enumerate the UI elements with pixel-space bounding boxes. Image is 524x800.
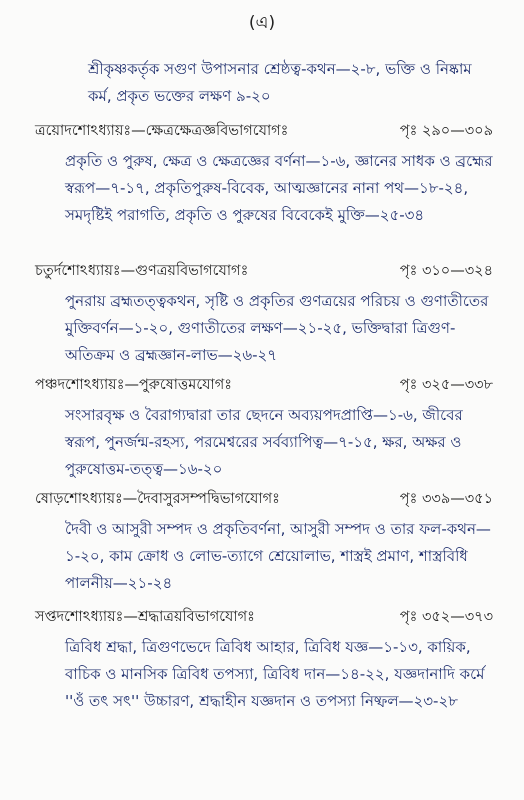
section-heading — [35, 258, 493, 284]
toc-section-17 — [35, 604, 493, 715]
section-heading — [35, 604, 493, 630]
yoga-title: —শ্রদ্ধাত্রয়বিভাগযোগঃ — [123, 609, 255, 625]
chapter-title: ত্রয়োদশোঽধ্যায়ঃ — [35, 123, 132, 139]
chapter-title: সপ্তদশোঽধ্যায়ঃ — [35, 609, 124, 625]
chapter-title: ষোড়শোঽধ্যায়ঃ — [35, 491, 123, 507]
section-summary: পুনরায় ব্রহ্মতত্ত্বকথন, সৃষ্টি ও প্রকৃতির গুণত্রয়ের পরিচয় ও গুণাতীতের মুক্তিবর্ণন—১-২০, গুণাতীতের লক্ষণ—২১-২৫, ভক্তিদ্বারা ত্রিগুণ-অতিক্রম ও ব্রহ্মজ্ঞান-লাভ—২৬-২৭ — [65, 292, 489, 364]
yoga-title: —গুণত্রয়বিভাগযোগঃ — [120, 263, 249, 279]
chapter-title: চতুর্দশোঽধ্যায়ঃ — [35, 263, 121, 279]
page-range: পৃঃ ৩২৫—৩৩৮ — [399, 377, 493, 393]
section-summary: দৈবী ও আসুরী সম্পদ ও প্রকৃতিবর্ণনা, আসুরী সম্পদ ও তার ফল-কথন—১-২০, কাম ক্রোধ ও লোভ-ত্যাগে শ্রেয়োলাভ, শাস্ত্রই প্রমাণ, শাস্ত্রবিধি পালনীয়—২১-২৪ — [65, 520, 491, 592]
toc-section-13 — [35, 118, 493, 229]
section-heading — [35, 118, 493, 144]
section-summary: প্রকৃতি ও পুরুষ, ক্ষেত্র ও ক্ষেত্রজ্ঞের বর্ণনা—১-৬, জ্ঞানের সাধক ও ব্রহ্মের স্বরূপ—৭-১৭, প্রকৃতিপুরুষ-বিবেক, আত্মজ্ঞানের নানা পথ—১৮-২৪, সমদৃষ্টিই পরাগতি, প্রকৃতি ও পুরুষের বিবেকেই মুক্তি—২৫-৩৪ — [65, 152, 493, 224]
section-heading — [35, 372, 493, 398]
page-range: পৃঃ ২৯০—৩০৯ — [399, 123, 493, 139]
yoga-title: —পুরুষোত্তমযোগঃ — [124, 377, 232, 393]
yoga-title: —দৈবাসুরসম্পদ্বিভাগযোগঃ — [122, 491, 280, 507]
chapter-title: পঞ্চদশোঽধ্যায়ঃ — [35, 377, 125, 393]
section-summary: ত্রিবিধ শ্রদ্ধা, ত্রিগুণভেদে ত্রিবিধ আহার, ত্রিবিধ যজ্ঞ—১-১৩, কায়িক, বাচিক ও মানসিক ত্রিবিধ তপস্যা, ত্রিবিধ দান—১৪-২২, যজ্ঞদানাদি কর্মে ''ওঁ তৎ সৎ'' উচ্চারণ, শ্রদ্ধাহীন যজ্ঞদান ও তপস্যা নিষ্ফল—২৩-২৮ — [65, 638, 485, 710]
section-summary: সংসারবৃক্ষ ও বৈরাগ্যদ্বারা তার ছেদনে অব্যয়পদপ্রাপ্তি—১-৬, জীবের স্বরূপ, পুনর্জন্ম-রহস্য, পরমেশ্বরের সর্বব্যাপিত্ব—৭-১৫, ক্ষর, অক্ষর ও পুরুষোত্তম-তত্ত্ব—১৬-২০ — [65, 406, 463, 478]
page-range: পৃঃ ৩৩৯—৩৫১ — [399, 491, 493, 507]
section-heading — [35, 486, 493, 512]
yoga-title: —ক্ষেত্রক্ষেত্রজ্ঞবিভাগযোগঃ — [131, 123, 289, 139]
page-range: পৃঃ ৩৫২—৩৭৩ — [399, 609, 493, 625]
toc-section-14 — [35, 258, 493, 369]
page-range: পৃঃ ৩১০—৩২৪ — [399, 263, 493, 279]
toc-section-16 — [35, 486, 493, 597]
page-marker: (এ) — [248, 13, 276, 33]
toc-section-15 — [35, 372, 493, 483]
intro-paragraph: শ্রীকৃষ্ণকর্তৃক সগুণ উপাসনার শ্রেষ্ঠত্ব-কথন—২-৮, ভক্তি ও নিষ্কাম কর্ম, প্রকৃত ভক্তের লক্ষণ ৯-২০ — [88, 60, 472, 105]
